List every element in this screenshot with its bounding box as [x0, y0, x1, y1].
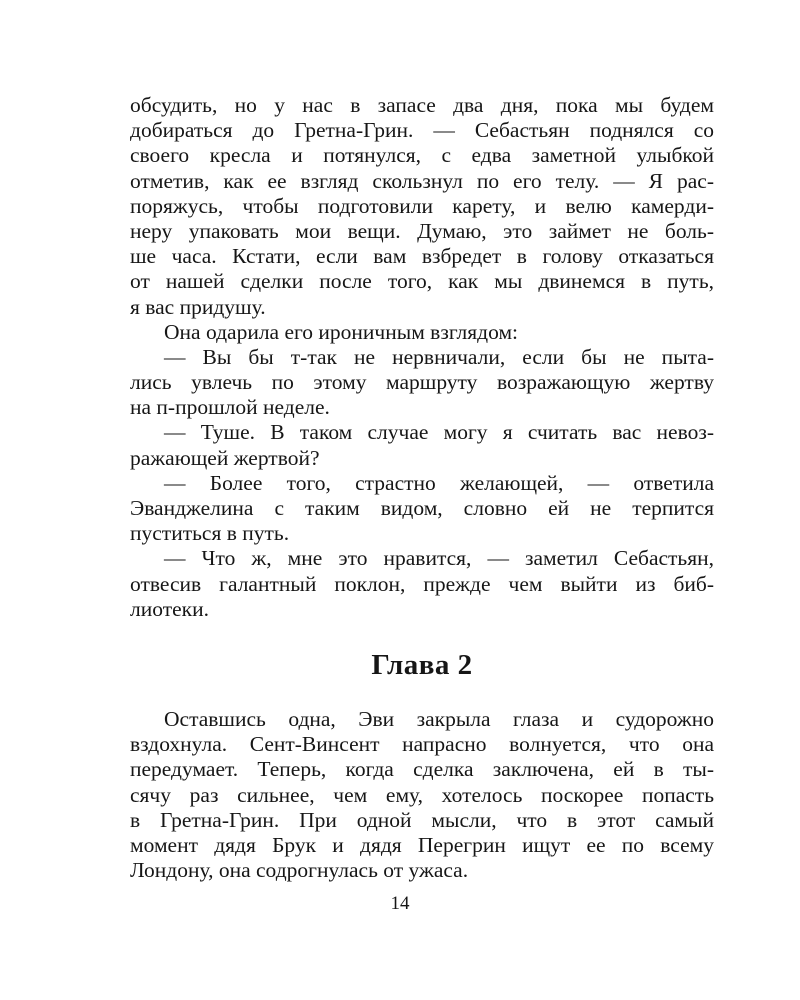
text-line: лиотеки. — [130, 596, 209, 621]
text-line: на п-прошлой неделе. — [130, 395, 330, 420]
text-line: от нашей сделки после того, как мы двинемся в путь, — [130, 269, 714, 294]
text-line: Оставшись одна, Эви закрыла глаза и судорожно — [164, 706, 714, 731]
text-line: пуститься в путь. — [130, 521, 290, 546]
text-line: сячу раз сильнее, чем ему, хотелось поскорее попасть — [130, 782, 714, 807]
text-line: момент дядя Брук и дядя Перегрин ищут ее по всему — [130, 832, 714, 857]
text-line: — Более того, страстно желающей, — ответила — [164, 470, 714, 495]
text-line: неру упаковать мои вещи. Думаю, это займет не боль- — [130, 218, 714, 243]
text-line: Эванджелина с таким видом, словно ей не терпится — [130, 496, 714, 520]
text-block-2 — [130, 707, 714, 883]
book-page — [130, 93, 714, 883]
chapter-title: Глава 2 — [371, 648, 473, 681]
text-block-1 — [130, 93, 714, 622]
text-line: поряжусь, чтобы подготовили карету, и велю камерди- — [130, 193, 714, 218]
text-line: отвесив галантный поклон, прежде чем выйти из биб- — [130, 571, 714, 596]
text-line: Она одарила его ироничным взглядом: — [164, 319, 519, 344]
text-line: вздохнула. Сент-Винсент напрасно волнуется, что она — [130, 732, 714, 757]
text-line: в Гретна-Грин. При одной мысли, что в этот самый — [130, 807, 714, 832]
text-line: добираться до Гретна-Грин. — Себастьян поднялся со — [130, 118, 714, 143]
text-line: своего кресла и потянулся, с едва заметной улыбкой — [130, 143, 714, 168]
text-line: обсудить, но у нас в запасе два дня, пока мы будем — [130, 93, 714, 117]
text-line: — Вы бы т-так не нервничали, если бы не пыта- — [164, 344, 714, 369]
text-line: передумает. Теперь, когда сделка заключена, ей в ты- — [130, 757, 714, 782]
text-line: я вас придушу. — [130, 294, 266, 319]
text-line: лись увлечь по этому маршруту возражающую жертву — [130, 370, 714, 395]
text-line: отметив, как ее взгляд скользнул по его телу. — Я рас- — [130, 168, 714, 193]
text-line: Лондону, она содрогнулась от ужаса. — [130, 858, 469, 883]
page-number: 14 — [390, 893, 410, 914]
text-line: ражающей жертвой? — [130, 445, 320, 470]
text-line: — Туше. В таком случае могу я считать вас невоз- — [164, 420, 714, 445]
text-line: — Что ж, мне это нравится, — заметил Себастьян, — [164, 546, 714, 571]
text-line: ше часа. Кстати, если вам взбредет в голову отказаться — [130, 244, 714, 269]
